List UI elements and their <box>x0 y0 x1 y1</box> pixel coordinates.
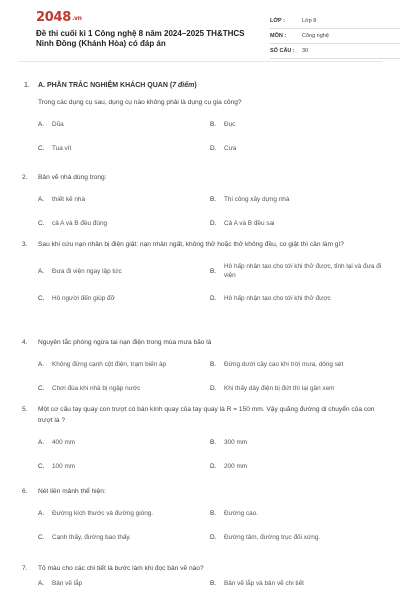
answer-option[interactable] <box>38 574 210 592</box>
logo-suffix: .vn <box>71 15 82 22</box>
exam-meta <box>270 14 400 59</box>
page-header <box>18 0 382 62</box>
option-letter: B. <box>210 509 217 517</box>
option-letter: B. <box>210 360 217 368</box>
option-letter: B. <box>210 267 217 275</box>
question-2 <box>22 172 378 235</box>
meta-label: MÔN : <box>270 33 287 39</box>
question-text: Nét liền mảnh thể hiện: <box>38 488 106 495</box>
meta-value: 30 <box>302 48 309 54</box>
option-letter: A. <box>38 195 45 203</box>
answer-option[interactable] <box>38 256 210 286</box>
section-title: A. PHẦN TRẮC NGHIỆM KHÁCH QUAN (7 điểm) <box>38 82 197 89</box>
answer-options <box>38 430 378 478</box>
option-text: Cạnh thấy, đường bao thấy. <box>52 533 131 541</box>
question-text: Nguyên tắc phòng ngừa tai nạn điện trong mùa mưa bão là <box>38 339 212 346</box>
option-text: Chơi đùa khi nhà bị ngập nước <box>52 384 141 392</box>
option-text: 400 mm <box>52 438 76 446</box>
option-text: Cả A và B đều sai <box>224 219 275 227</box>
answer-options <box>38 501 378 549</box>
option-text: cả A và B đều đúng <box>52 219 108 227</box>
answer-option[interactable] <box>210 525 382 549</box>
option-letter: D. <box>210 462 217 470</box>
meta-label: LỚP : <box>270 18 285 24</box>
answer-option[interactable] <box>38 352 210 376</box>
logo-main: 2048 <box>36 10 71 25</box>
option-text: 100 mm <box>52 462 76 470</box>
meta-row-class <box>270 14 400 29</box>
meta-label: SỐ CÂU : <box>270 48 295 54</box>
option-text: Đứng dưới cây cao khi trời mưa, dông sét <box>224 360 344 368</box>
option-letter: A. <box>38 120 45 128</box>
question-stem <box>22 404 378 426</box>
option-text: thiết kế nhà <box>52 195 86 203</box>
answer-option[interactable] <box>210 286 382 310</box>
answer-option[interactable] <box>210 454 382 478</box>
option-letter: B. <box>210 120 217 128</box>
question-1 <box>22 97 378 160</box>
answer-options <box>38 112 378 160</box>
meta-row-count <box>270 44 400 59</box>
answer-option[interactable] <box>38 454 210 478</box>
question-text: Trong các dụng cụ sau, dụng cụ nào không phải là dụng cụ gia công? <box>38 99 242 106</box>
question-stem <box>22 239 378 250</box>
question-text: Tô màu cho các chi tiết là bước làm khi đọc bản vẽ nào? <box>38 565 204 572</box>
question-3 <box>22 239 382 310</box>
question-text: Bản vẽ nhà dùng trong: <box>38 174 107 181</box>
meta-row-subject <box>270 29 400 44</box>
question-4 <box>22 337 378 400</box>
option-letter: B. <box>210 438 217 446</box>
answer-options <box>38 352 378 400</box>
section-points: 7 điểm <box>172 82 195 89</box>
option-text: Đường cao. <box>224 509 259 517</box>
question-5 <box>22 404 378 478</box>
answer-option[interactable] <box>210 376 382 400</box>
answer-option[interactable] <box>210 112 382 136</box>
option-text: 200 mm <box>224 462 248 470</box>
option-letter: C. <box>38 384 45 392</box>
option-letter: C. <box>38 294 45 302</box>
option-letter: B. <box>210 195 217 203</box>
question-number: 5. <box>22 406 28 413</box>
answer-option[interactable] <box>38 430 210 454</box>
option-letter: D. <box>210 144 217 152</box>
question-number: 7. <box>22 565 28 572</box>
answer-option[interactable] <box>38 136 210 160</box>
option-text: Bản vẽ lắp <box>52 579 83 587</box>
meta-value: Công nghệ <box>302 33 329 39</box>
option-letter: A. <box>38 360 45 368</box>
option-letter: C. <box>38 533 45 541</box>
option-letter: C. <box>38 144 45 152</box>
option-letter: C. <box>38 462 45 470</box>
question-number: 2. <box>22 174 28 181</box>
answer-option[interactable] <box>38 187 210 211</box>
option-text: Khi thấy dây điện bị đứt thì lại gần xem <box>224 384 335 392</box>
answer-options <box>38 574 378 592</box>
question-stem <box>22 563 378 574</box>
answer-options <box>38 256 382 310</box>
option-text: Hô hấp nhận tạo cho tới khi thở được <box>224 294 331 302</box>
option-text: Dũa <box>52 120 64 128</box>
meta-value: Lớp 8 <box>302 18 317 24</box>
question-stem <box>22 97 378 108</box>
answer-option[interactable] <box>210 574 382 592</box>
option-letter: A. <box>38 267 45 275</box>
site-logo[interactable] <box>36 10 82 25</box>
option-text: Hô người đến giúp đỡ <box>52 294 115 302</box>
question-stem <box>22 486 378 497</box>
answer-options <box>38 187 378 235</box>
option-text: 300 mm <box>224 438 248 446</box>
answer-option[interactable] <box>38 286 210 310</box>
section-heading <box>24 82 197 89</box>
option-text: Cưa <box>224 144 237 152</box>
answer-option[interactable] <box>210 211 382 235</box>
option-text: Đường tâm, đường trục đối xứng. <box>224 533 321 541</box>
option-letter: D. <box>210 219 217 227</box>
option-letter: D. <box>210 384 217 392</box>
answer-option[interactable] <box>210 501 382 525</box>
answer-option[interactable] <box>38 501 210 525</box>
answer-option[interactable] <box>38 211 210 235</box>
answer-option[interactable] <box>210 430 382 454</box>
option-letter: D. <box>210 533 217 541</box>
option-text: Không đứng cạnh cột điện, trạm biến áp <box>52 360 167 368</box>
option-letter: D. <box>210 294 217 302</box>
question-number: 3. <box>22 241 28 248</box>
option-letter: C. <box>38 219 45 227</box>
question-6 <box>22 486 378 549</box>
question-text: Sau khi cứu nạn nhân bị điện giật: nạn nhân ngất, không thở hoặc thở không đều, co giật thì cần làm gì? <box>38 241 344 248</box>
question-text: Một cơ cấu tay quay con trượt có bán kính quay của tay quay là R = 150 mm. Vậy quãng đường di chuyển của con trượt là ? <box>38 406 375 424</box>
question-stem <box>22 172 378 183</box>
option-text: Đục <box>224 120 236 128</box>
answer-option[interactable] <box>210 136 382 160</box>
option-text: Đường kích thước và đường gióng. <box>52 509 154 517</box>
option-text: Đưa đi viện ngay lập tức <box>52 267 122 275</box>
option-letter: A. <box>38 438 45 446</box>
answer-option[interactable] <box>210 256 382 286</box>
option-text: Tua vít <box>52 144 72 152</box>
exam-title: Đề thi cuối kì 1 Công nghệ 8 năm 2024–2025 TH&THCS Ninh Đông (Khánh Hòa) có đáp án <box>36 29 245 48</box>
question-7 <box>22 563 378 592</box>
option-letter: A. <box>38 579 45 587</box>
answer-option[interactable] <box>38 525 210 549</box>
answer-option[interactable] <box>210 352 382 376</box>
option-text: Bản vẽ lắp và bản vẽ chi tiết <box>224 579 304 587</box>
answer-option[interactable] <box>38 376 210 400</box>
question-number: 6. <box>22 488 28 495</box>
section-number: 1. <box>24 82 30 89</box>
answer-option[interactable] <box>210 187 382 211</box>
answer-option[interactable] <box>38 112 210 136</box>
option-letter: B. <box>210 579 217 587</box>
option-letter: A. <box>38 509 45 517</box>
option-text: Hô hấp nhân tạo cho tới khi thở được, tỉnh lại và đưa đi viện <box>224 263 382 279</box>
question-stem <box>22 337 378 348</box>
option-text: Thi công xây dựng nhà <box>224 195 290 203</box>
question-number: 4. <box>22 339 28 346</box>
